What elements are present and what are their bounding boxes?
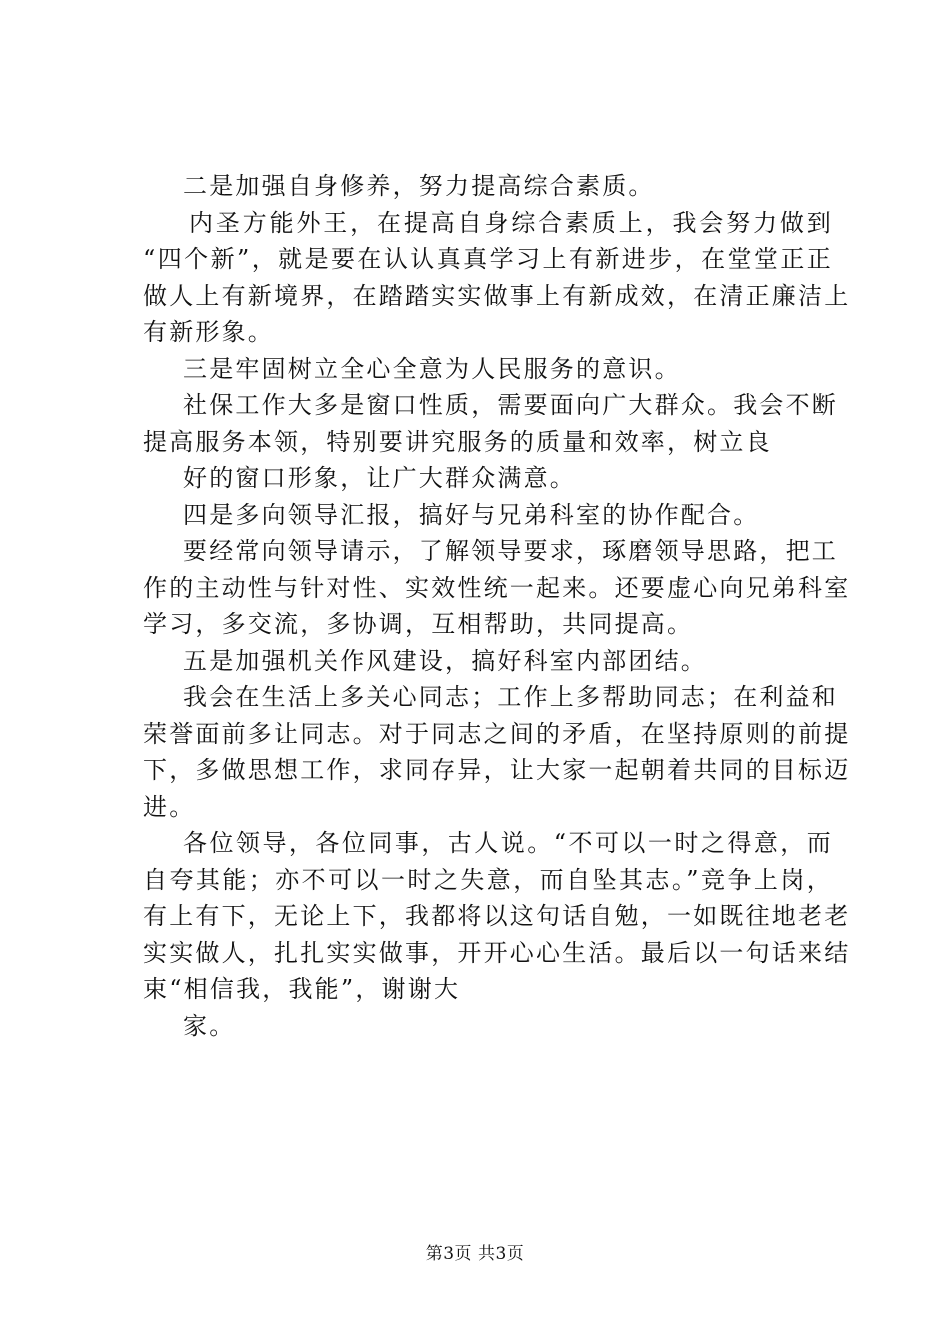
paragraph-line: 实实做人，扎扎实实做事，开开心心生活。最后以一句话来结 xyxy=(143,938,851,967)
paragraph-line: 要经常向领导请示，了解领导要求，琢磨领导思路，把工 xyxy=(183,537,838,565)
paragraph-line: 社保工作大多是窗口性质，需要面向广大群众。我会不断 xyxy=(183,391,838,419)
paragraph-line: 束“相信我，我能”，谢谢大 xyxy=(143,975,461,1003)
paragraph-line: 内圣方能外王，在提高自身综合素质上，我会努力做到 xyxy=(189,208,833,237)
paragraph-line: 作的主动性与针对性、实效性统一起来。还要虚心向兄弟科室 xyxy=(143,573,851,602)
paragraph-line: 进。 xyxy=(143,792,196,821)
paragraph-line: “四个新”，就是要在认认真真学习上有新进步，在堂堂正正 xyxy=(143,245,833,273)
paragraph-heading-4: 四是多向领导汇报，搞好与兄弟科室的协作配合。 xyxy=(183,500,760,529)
paragraph-line: 家。 xyxy=(183,1011,236,1040)
paragraph-line: 提高服务本领，特别要讲究服务的质量和效率，树立良 xyxy=(143,427,772,456)
paragraph-line: 做人上有新境界，在踏踏实实做事上有新成效，在清正廉洁上 xyxy=(143,281,851,310)
paragraph-line: 荣誉面前多让同志。对于同志之间的矛盾，在坚持原则的前提 xyxy=(143,719,851,748)
paragraph-line: 我会在生活上多关心同志；工作上多帮助同志；在利益和 xyxy=(183,683,838,711)
paragraph-line: 好的窗口形象，让广大群众满意。 xyxy=(183,464,576,492)
paragraph-line: 各位领导，各位同事，古人说。“不可以一时之得意，而 xyxy=(183,829,833,857)
paragraph-heading-5: 五是加强机关作风建设，搞好科室内部团结。 xyxy=(183,646,707,675)
paragraph-heading-3: 三是牢固树立全心全意为人民服务的意识。 xyxy=(183,354,681,383)
paragraph-line: 有新形象。 xyxy=(143,318,274,346)
paragraph-line: 自夸其能；亦不可以一时之失意，而自坠其志。”竞争上岗， xyxy=(143,865,833,894)
paragraph-heading-2: 二是加强自身修养，努力提高综合素质。 xyxy=(183,172,655,200)
page-number-footer: 第3页 共3页 xyxy=(425,1244,525,1264)
paragraph-line: 下，多做思想工作，求同存异，让大家一起朝着共同的目标迈 xyxy=(143,756,851,784)
document-body xyxy=(143,168,851,1044)
paragraph-line: 有上有下，无论上下，我都将以这句话自勉，一如既往地老老 xyxy=(143,902,851,930)
paragraph-line: 学习，多交流，多协调，互相帮助，共同提高。 xyxy=(143,610,694,638)
